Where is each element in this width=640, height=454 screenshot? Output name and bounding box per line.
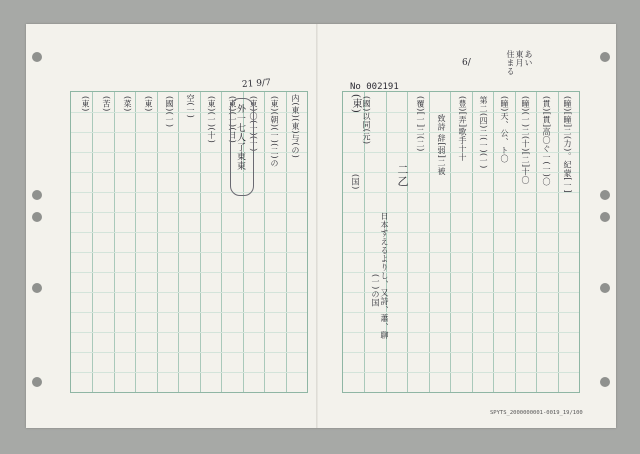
right-margin-note: 6/ xyxy=(462,58,471,68)
left-column-3: (東)〇(一)(十) xyxy=(249,96,258,152)
left-hole-2 xyxy=(32,190,42,200)
inserted-note: 外一七人了東東 xyxy=(235,104,245,171)
right-column-13: (国) xyxy=(351,174,360,190)
left-hole-1 xyxy=(32,52,42,62)
right-column-4: (瞳)天、公、ト〇 xyxy=(500,96,509,163)
right-column-3: (瞳)(一)二(十)[二]十〇 xyxy=(521,96,530,185)
right-title-line: (東) xyxy=(350,94,361,114)
left-column-6: 空(一) xyxy=(186,94,195,119)
right-column-2: (貫)[貫]高〇ぐ一(一)〇 xyxy=(542,96,551,186)
left-column-4: (東)(一)(日) xyxy=(228,96,237,144)
left-hole-5 xyxy=(32,377,42,387)
right-hole-4 xyxy=(600,283,610,293)
right-column-1: (瞳)[瞳]二(力)。紀蒙[一] xyxy=(563,96,572,193)
right-column-7: 致詩 辞[弱]二被 xyxy=(437,114,446,176)
left-column-5: (東)(一)(十) xyxy=(207,96,216,144)
page-mark: 21 9/7 xyxy=(241,78,272,90)
right-column-12: (一)の国 xyxy=(371,274,380,307)
right-hole-1 xyxy=(600,52,610,62)
left-hole-3 xyxy=(32,212,42,222)
left-column-1: 内(東)(東)与(の) xyxy=(291,94,300,159)
center-fold xyxy=(316,24,318,428)
left-column-11: (東) xyxy=(81,96,90,112)
left-column-9: (菜) xyxy=(123,96,132,112)
right-column-11: (國)以同(元) xyxy=(362,96,371,145)
right-hole-5 xyxy=(600,377,610,387)
right-hole-2 xyxy=(600,190,610,200)
right-column-8: (覆)[一]二(二) xyxy=(416,96,425,152)
left-column-8: (東) xyxy=(144,96,153,112)
serial-number: No 002191 xyxy=(350,82,399,92)
top-right-note: あい 東月 住まる xyxy=(506,50,533,76)
left-column-10: (苦) xyxy=(102,96,111,112)
left-column-7: (國)(一) xyxy=(165,96,174,128)
right-column-9: 二乙 xyxy=(396,164,409,187)
manuscript-sheet xyxy=(26,24,616,428)
archive-code: SPYTS_2000000001-0019_19/100 xyxy=(490,410,583,416)
right-column-10: 日本すえるよりし、又詩、蕭、聊 xyxy=(380,212,389,340)
left-hole-4 xyxy=(32,283,42,293)
left-column-2: (東)(朝)(一)(二)の xyxy=(270,96,279,168)
right-hole-3 xyxy=(600,212,610,222)
right-column-6: (豊)[弄]歌手十十 xyxy=(458,96,467,162)
right-column-5: 第二(四)二(一)(一) xyxy=(479,96,488,169)
